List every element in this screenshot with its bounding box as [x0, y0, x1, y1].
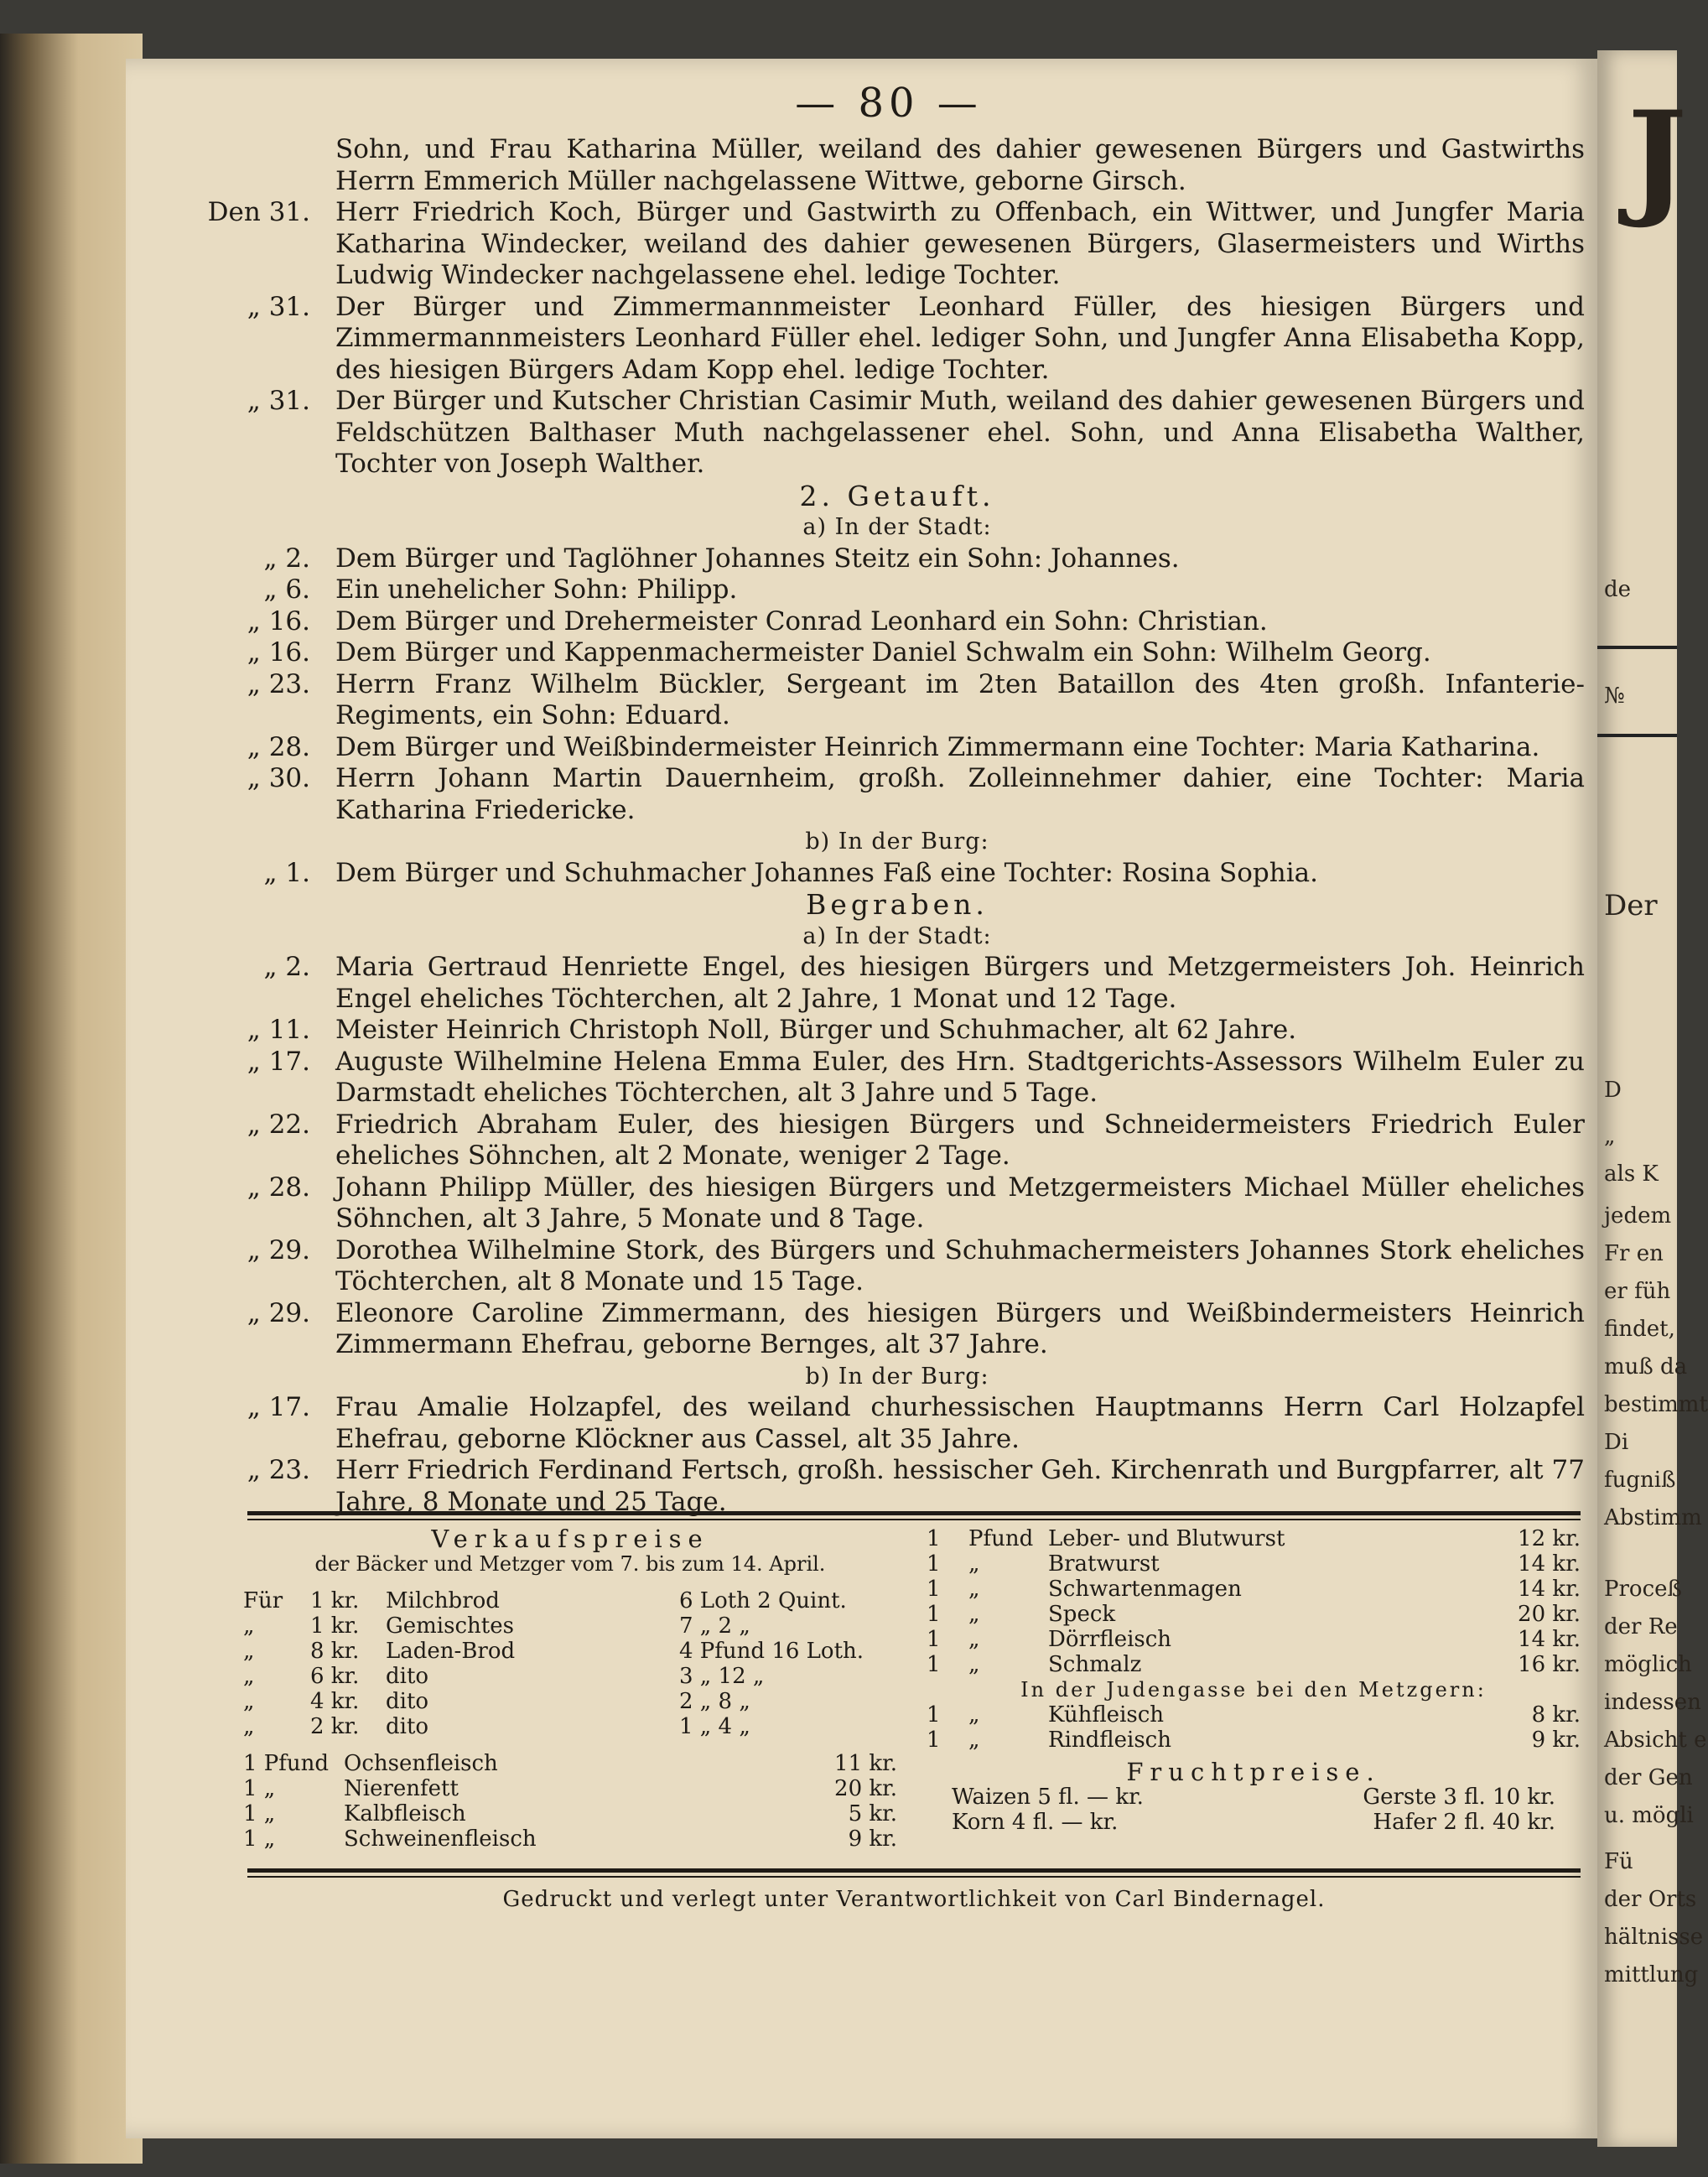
entry-text: Ein unehelicher Sohn: Philipp.: [335, 574, 738, 605]
sausage-row: [927, 1526, 1581, 1551]
qty: 1: [927, 1627, 941, 1652]
unit: 6 kr.: [310, 1664, 360, 1689]
facing-fragment: Der: [1604, 889, 1658, 922]
entry-date: „ 2.: [263, 543, 310, 574]
price: 1 „ 4 „: [679, 1714, 750, 1739]
entry-text: Dem Bürger und Weißbindermeister Heinrich Zimmermann eine Tochter: Maria Katharina.: [335, 731, 1540, 762]
facing-fragment: hältnisse: [1604, 1925, 1704, 1950]
burial-entry: [210, 1455, 1585, 1518]
price-right-column: [927, 1526, 1581, 1835]
sausage-row: [927, 1627, 1581, 1652]
qty: 1: [927, 1526, 941, 1551]
entry-date: „ 30.: [247, 763, 310, 793]
entry-text: Der Bürger und Kutscher Christian Casimir Muth, weiland des dahier gewesenen Bürgers und Feldschützen Balthaser Muth nachgelassener ehel. Sohn, und Anna Elisabetha Walther, Tochter von Joseph Walther.: [335, 386, 1585, 479]
burial-entry: [210, 1298, 1585, 1361]
entry-date: [210, 134, 335, 197]
burial-entry: [210, 1015, 1585, 1047]
item: Laden-Brod: [386, 1639, 516, 1664]
qty: 1 Pfund: [243, 1751, 330, 1776]
entry-date: „ 31.: [247, 386, 310, 416]
bread-row: [243, 1689, 897, 1714]
price: 7 „ 2 „: [679, 1613, 750, 1639]
item: Schweinenfleisch: [344, 1826, 537, 1852]
burial-entry: [210, 1392, 1585, 1455]
fruit-left: Korn 4 fl. — kr.: [952, 1810, 1119, 1835]
qty: 1: [927, 1728, 941, 1753]
entry-text: Herrn Franz Wilhelm Bückler, Sergeant im 2ten Bataillon des 4ten großh. Infanterie-Regiments, ein Sohn: Eduard.: [335, 668, 1585, 730]
section-heading-buried: Begraben.: [806, 888, 989, 921]
divider: [247, 1868, 1581, 1873]
entry-text: Dorothea Wilhelmine Stork, des Bürgers und Schuhmachermeisters Johannes Stork eheliches Töchterchen, alt 8 Monate und 15 Tage.: [335, 1234, 1585, 1296]
unit: 8 kr.: [310, 1639, 360, 1664]
unit: 2 kr.: [310, 1714, 360, 1739]
price: 20 kr.: [1518, 1602, 1581, 1627]
entry-text: Dem Bürger und Kappenmachermeister Daniel Schwalm ein Sohn: Wilhelm Georg.: [335, 637, 1431, 668]
facing-fragment: findet,: [1604, 1317, 1675, 1342]
bread-row: [243, 1588, 897, 1613]
imprint-footer: Gedruckt und verlegt unter Verantwortlichkeit von Carl Bindernagel.: [502, 1887, 1326, 1912]
entry-text: Eleonore Caroline Zimmermann, des hiesigen Bürgers und Weißbindermeisters Heinrich Zimmermann Ehefrau, geborne Bernges, alt 37 Jahre.: [335, 1297, 1585, 1359]
entry-date: „ 16.: [247, 605, 310, 636]
facing-fragment: Absicht e: [1604, 1728, 1707, 1753]
entry-text: Dem Bürger und Taglöhner Johannes Steitz ein Sohn: Johannes.: [335, 543, 1180, 574]
fruit-right: Gerste 3 fl. 10 kr.: [1363, 1785, 1555, 1810]
baptism-entry: [210, 858, 1585, 890]
item: Schwartenmagen: [1048, 1577, 1242, 1602]
price: 3 „ 12 „: [679, 1664, 765, 1689]
fruit-row: [927, 1810, 1581, 1835]
entry-date: „ 22.: [247, 1109, 310, 1140]
item: Ochsenfleisch: [344, 1751, 498, 1776]
entry-date: „ 29.: [247, 1297, 310, 1328]
facing-fragment: u. mögli: [1604, 1803, 1694, 1828]
facing-fragment: mittlung: [1604, 1962, 1699, 1987]
qty: 1 „: [243, 1826, 276, 1852]
main-content: [207, 134, 1585, 1518]
price: 20 kr.: [834, 1776, 897, 1801]
unit: „: [968, 1627, 980, 1652]
sausage-row: [927, 1652, 1581, 1677]
facing-fragment: D: [1604, 1078, 1622, 1103]
item: Gemischtes: [386, 1613, 514, 1639]
price: 14 kr.: [1518, 1627, 1581, 1652]
judengasse-heading: In der Judengasse bei den Metzgern:: [1020, 1678, 1487, 1702]
page-number: — 80 —: [795, 80, 983, 127]
price-subtitle: der Bäcker und Metzger vom 7. bis zum 14. April.: [314, 1552, 826, 1576]
qty: 1: [927, 1652, 941, 1677]
qty: „: [243, 1714, 255, 1739]
bread-row: [243, 1639, 897, 1664]
price-title: Verkaufspreise: [431, 1525, 709, 1553]
facing-fragment: der Re: [1604, 1614, 1678, 1639]
bread-row: [243, 1613, 897, 1639]
entry-date: „ 23.: [247, 1455, 310, 1485]
item: Leber- und Blutwurst: [1048, 1526, 1285, 1551]
price: 2 „ 8 „: [679, 1689, 750, 1714]
qty: „: [243, 1664, 255, 1689]
price: 14 kr.: [1518, 1551, 1581, 1577]
meat-row: [243, 1751, 897, 1776]
item: dito: [386, 1664, 429, 1689]
bread-row: [243, 1664, 897, 1689]
price: 12 kr.: [1518, 1526, 1581, 1551]
facing-rule: [1597, 734, 1677, 737]
divider: [247, 1511, 1581, 1515]
facing-fragment: der Orts: [1604, 1887, 1697, 1912]
burial-entry: [210, 1172, 1585, 1235]
entry-text: Friedrich Abraham Euler, des hiesigen Bürgers und Schneidermeisters Friedrich Euler eheliches Söhnchen, alt 2 Monate, weniger 2 Tage.: [335, 1109, 1585, 1171]
baptism-entry: [210, 732, 1585, 764]
entry-text: Herr Friedrich Ferdinand Fertsch, großh. hessischer Geh. Kirchenrath und Burgpfarrer, alt 77 Jahre, 8 Monate und 25 Tage.: [335, 1455, 1585, 1517]
marriage-entry: [210, 292, 1585, 387]
entry-date: „ 28.: [247, 731, 310, 762]
facing-fragment: der Gen: [1604, 1765, 1693, 1790]
fruit-left: Waizen 5 fl. — kr.: [952, 1785, 1144, 1810]
entry-date: „ 2.: [263, 952, 310, 982]
qty: „: [243, 1613, 255, 1639]
qty: 1 „: [243, 1776, 276, 1801]
baptism-entry: [210, 763, 1585, 826]
fruit-price-title: Fruchtpreise.: [1126, 1758, 1381, 1786]
subheading-castle: b) In der Burg:: [805, 829, 989, 855]
qty: 1: [927, 1577, 941, 1602]
subheading-city: a) In der Stadt:: [802, 514, 992, 540]
fruit-right: Hafer 2 fl. 40 kr.: [1373, 1810, 1555, 1835]
entry-text: Herr Friedrich Koch, Bürger und Gastwirth zu Offenbach, ein Wittwer, und Jungfer Maria Katharina Windecker, weiland des dahier gewesenen Bürgers, Glasermeisters und Wirths Ludwig Windecker nachgelassene ehel. ledige Tochter.: [335, 197, 1585, 290]
entry-date: Den 31.: [207, 197, 310, 227]
facing-fragment: Fü: [1604, 1849, 1633, 1874]
facing-fragment: jedem: [1604, 1203, 1672, 1229]
qty: 1: [927, 1602, 941, 1627]
fruit-row: [927, 1785, 1581, 1810]
entry-text: Johann Philipp Müller, des hiesigen Bürgers und Metzgermeisters Michael Müller eheliches Söhnchen, alt 3 Jahre, 5 Monate und 8 Tage.: [335, 1172, 1585, 1234]
facing-fragment: Abstimm: [1604, 1505, 1702, 1530]
meat-row: [243, 1776, 897, 1801]
facing-rule: [1597, 646, 1677, 649]
divider: [247, 1519, 1581, 1520]
baptism-entry: [210, 606, 1585, 638]
entry-date: „ 6.: [263, 574, 310, 605]
entry-date: „ 17.: [247, 1392, 310, 1422]
baptism-entry: [210, 574, 1585, 606]
qty: 1: [927, 1551, 941, 1577]
facing-page: [1597, 50, 1708, 2147]
entry-text: Meister Heinrich Christoph Noll, Bürger und Schuhmacher, alt 62 Jahre.: [335, 1015, 1297, 1045]
unit: 1 kr.: [310, 1588, 360, 1613]
subheading-castle: b) In der Burg:: [805, 1363, 989, 1390]
judengasse-row: [927, 1702, 1581, 1728]
qty: „: [243, 1689, 255, 1714]
price: 8 kr.: [1531, 1702, 1581, 1728]
item: Nierenfett: [344, 1776, 459, 1801]
qty: Für: [243, 1588, 283, 1613]
facing-fragment: als K: [1604, 1161, 1659, 1187]
entry-date: „ 1.: [263, 857, 310, 888]
unit: „: [968, 1652, 980, 1677]
price: 11 kr.: [834, 1751, 897, 1776]
facing-fragment: bestimmt: [1604, 1392, 1708, 1417]
entry-date: „ 28.: [247, 1172, 310, 1203]
price: 5 kr.: [848, 1801, 897, 1826]
unit: „: [968, 1577, 980, 1602]
facing-fragment: er füh: [1604, 1279, 1671, 1304]
price: 4 Pfund 16 Loth.: [679, 1639, 864, 1664]
entry-text: Herrn Johann Martin Dauernheim, großh. Zolleinnehmer dahier, eine Tochter: Maria Katharina Friedericke.: [335, 763, 1585, 825]
entry-text: Sohn, und Frau Katharina Müller, weiland des dahier gewesenen Bürgers und Gastwirths Herrn Emmerich Müller nachgelassene Wittwe, geborne Girsch.: [335, 134, 1585, 196]
qty: 1: [927, 1702, 941, 1728]
item: Speck: [1048, 1602, 1116, 1627]
entry-date: „ 16.: [247, 637, 310, 668]
bread-row: [243, 1714, 897, 1739]
item: Bratwurst: [1048, 1551, 1160, 1577]
item: Milchbrod: [386, 1588, 500, 1613]
baptism-entry: [210, 637, 1585, 669]
price: 9 kr.: [1531, 1728, 1581, 1753]
qty: 1 „: [243, 1801, 276, 1826]
burial-entry: [210, 1047, 1585, 1109]
entry-text: Dem Bürger und Schuhmacher Johannes Faß eine Tochter: Rosina Sophia.: [335, 857, 1318, 888]
sausage-row: [927, 1577, 1581, 1602]
marriage-entry: [210, 134, 1585, 197]
marriage-entry: [210, 386, 1585, 481]
burial-entry: [210, 1235, 1585, 1298]
item: dito: [386, 1689, 429, 1714]
facing-fragment: muß da: [1604, 1354, 1688, 1379]
facing-fragment: №: [1604, 683, 1625, 709]
entry-text: Frau Amalie Holzapfel, des weiland churhessischen Hauptmanns Herrn Carl Holzapfel Ehefrau, geborne Klöckner aus Cassel, alt 35 Jahre.: [335, 1392, 1585, 1454]
divider: [247, 1876, 1581, 1878]
entry-text: Der Bürger und Zimmermannmeister Leonhard Füller, des hiesigen Bürgers und Zimmermannmeisters Leonhard Füller ehel. lediger Sohn, und Jungfer Anna Elisabetha Kopp, des hiesigen Bürgers Adam Kopp ehel. ledige Tochter.: [335, 291, 1585, 385]
entry-text: Maria Gertraud Henriette Engel, des hiesigen Bürgers und Metzgermeisters Joh. Heinrich Engel eheliches Töchterchen, alt 2 Jahre, 1 Monat und 12 Tage.: [335, 952, 1585, 1014]
burial-entry: [210, 1109, 1585, 1172]
burial-entry: [210, 952, 1585, 1015]
facing-fragment: Proceß: [1604, 1577, 1682, 1602]
price: 16 kr.: [1518, 1652, 1581, 1677]
baptism-entry: [210, 543, 1585, 575]
sausage-row: [927, 1602, 1581, 1627]
entry-date: „ 17.: [247, 1046, 310, 1077]
meat-row: [243, 1826, 897, 1852]
item: Kalbfleisch: [344, 1801, 466, 1826]
baptism-entry: [210, 669, 1585, 732]
unit: „: [968, 1551, 980, 1577]
marriage-entry: [207, 197, 1585, 292]
price: 9 kr.: [848, 1826, 897, 1852]
facing-fragment: Fr en: [1604, 1241, 1664, 1266]
entry-date: „ 11.: [247, 1015, 310, 1045]
entry-date: „ 29.: [247, 1234, 310, 1265]
facing-fragment: möglich: [1604, 1652, 1692, 1677]
facing-page-initial: J: [1628, 84, 1687, 231]
item: dito: [386, 1714, 429, 1739]
price: 6 Loth 2 Quint.: [679, 1588, 847, 1613]
price-left-column: [243, 1526, 897, 1852]
item: Kühfleisch: [1048, 1702, 1165, 1728]
facing-fragment: „: [1604, 1124, 1616, 1149]
item: Schmalz: [1048, 1652, 1142, 1677]
book-edge: [0, 34, 143, 2164]
unit: „: [968, 1602, 980, 1627]
unit: „: [968, 1702, 980, 1728]
facing-fragment: Di: [1604, 1430, 1629, 1455]
item: Dörrfleisch: [1048, 1627, 1172, 1652]
unit: Pfund: [968, 1526, 1034, 1551]
facing-fragment: fugniß: [1604, 1468, 1676, 1493]
judengasse-row: [927, 1728, 1581, 1753]
sausage-row: [927, 1551, 1581, 1577]
section-heading-baptized: 2. Getauft.: [799, 479, 995, 512]
meat-row: [243, 1801, 897, 1826]
subheading-city: a) In der Stadt:: [802, 922, 992, 949]
facing-fragment: de: [1604, 577, 1632, 602]
entry-text: Dem Bürger und Drehermeister Conrad Leonhard ein Sohn: Christian.: [335, 605, 1268, 636]
entry-date: „ 31.: [247, 291, 310, 322]
entry-text: Auguste Wilhelmine Helena Emma Euler, des Hrn. Stadtgerichts-Assessors Wilhelm Euler zu Darmstadt eheliches Töchterchen, alt 3 Jahre und 5 Tage.: [335, 1046, 1585, 1108]
unit: 1 kr.: [310, 1613, 360, 1639]
unit: 4 kr.: [310, 1689, 360, 1714]
price: 14 kr.: [1518, 1577, 1581, 1602]
unit: „: [968, 1728, 980, 1753]
facing-fragment: indessen: [1604, 1690, 1701, 1715]
entry-date: „ 23.: [247, 668, 310, 699]
qty: „: [243, 1639, 255, 1664]
item: Rindfleisch: [1048, 1728, 1171, 1753]
